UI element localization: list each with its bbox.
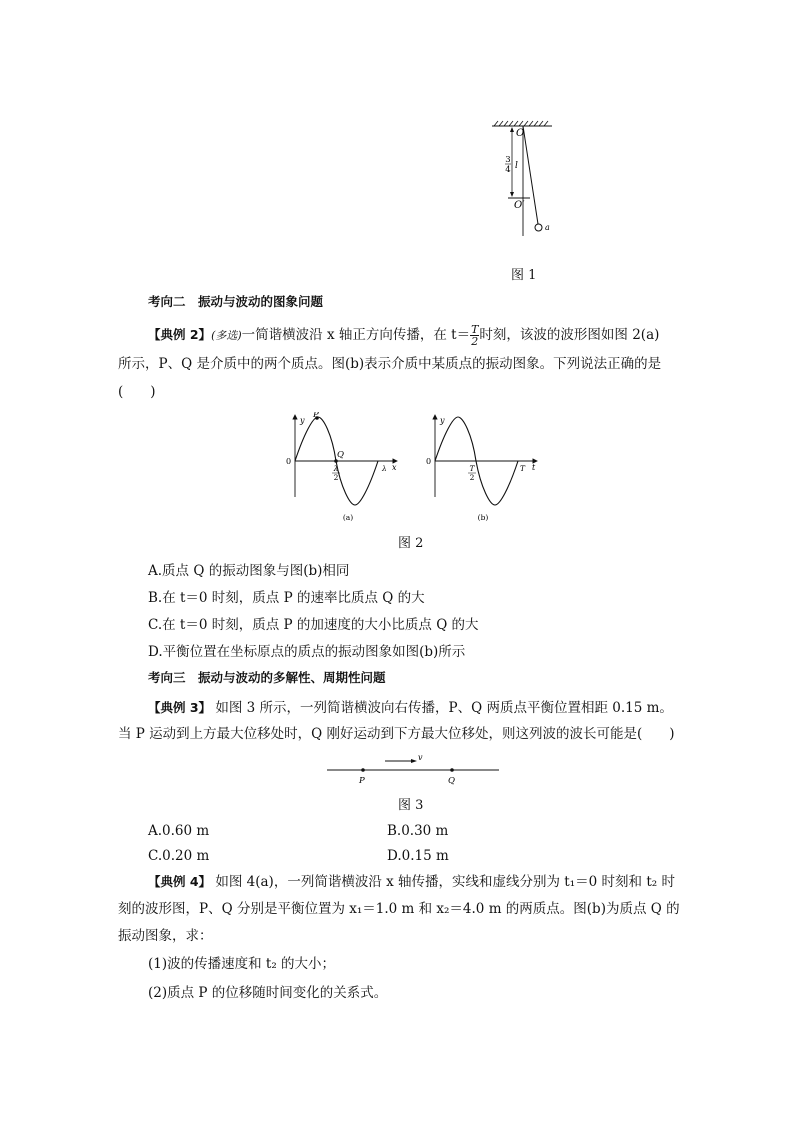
graph-a-p: P (313, 412, 319, 420)
example-2-tag: 【典例 2】 (148, 327, 212, 342)
example-4-question-1: (1)波的传播速度和 t₂ 的大小； (148, 956, 336, 972)
example-4-line-1 (148, 871, 675, 893)
graph-a (286, 412, 397, 522)
example-2-text-a: 一简谐横波沿 x 轴正方向传播，在 t＝ (241, 327, 471, 343)
figure-1-caption: 图 1 (511, 268, 537, 283)
example-4-line-2: 刻的波形图，P、Q 分别是平衡位置为 x₁＝1.0 m 和 x₂＝4.0 m 的两质点。图(b)为质点 Q 的 (118, 901, 680, 917)
example-4-line-3: 振动图象，求： (118, 928, 213, 944)
graph-b-half-den: 2 (469, 473, 475, 482)
example-3-line-1 (148, 697, 673, 719)
figure-2-caption: 图 2 (398, 536, 424, 551)
graph-b-sub: (b) (477, 513, 489, 522)
option-2-c: C.在 t＝0 时刻，质点 P 的加速度的大小比质点 Q 的大 (148, 617, 479, 633)
graph-a-x: x (392, 463, 397, 472)
label-len-var: l (515, 161, 518, 171)
graph-a-half-den: 2 (333, 473, 339, 482)
example-4-text: 如图 4(a)，一列简谐横波沿 x 轴传播，实线和虚线分别为 t₁＝0 时刻和 t₂ 时 (215, 874, 675, 890)
fig3-p: P (359, 776, 365, 786)
example-2-line-3: ( ) (118, 384, 156, 400)
label-len-den: 4 (505, 165, 511, 175)
option-3-d: D.0.15 m (387, 848, 449, 864)
graph-b-origin: 0 (426, 457, 432, 466)
label-o-prime: O′ (514, 200, 525, 211)
option-2-b: B.在 t＝0 时刻，质点 P 的速率比质点 Q 的大 (148, 590, 425, 606)
wave-line-diagram (325, 750, 505, 790)
graph-a-q: Q (337, 450, 344, 460)
graph-b-y: y (440, 416, 445, 425)
graph-a-y: y (300, 416, 305, 425)
example-3-line-2: 当 P 运动到上方最大位移处时，Q 刚好运动到下方最大位移处，则这列波的波长可能是( ) (118, 726, 675, 742)
fraction-den: 2 (471, 335, 479, 348)
option-3-a: A.0.60 m (148, 823, 210, 839)
example-4-question-2: (2)质点 P 的位移随时间变化的关系式。 (148, 985, 388, 1001)
pendulum-diagram (480, 118, 580, 243)
fig3-q: Q (448, 776, 455, 786)
example-2-line-2: 所示，P、Q 是介质中的两个质点。图(b)表示介质中某质点的振动图象。下列说法正确的是 (118, 356, 662, 372)
option-3-b: B.0.30 m (387, 823, 449, 839)
figure-2 (280, 412, 550, 527)
graph-b-half-num: T (469, 464, 475, 473)
wave-graphs (280, 412, 550, 527)
option-2-d: D.平衡位置在坐标原点的质点的振动图象如图(b)所示 (148, 644, 466, 660)
graph-a-half-num: λ (333, 464, 339, 473)
graph-a-origin: 0 (286, 457, 292, 466)
graph-b (426, 415, 537, 522)
graph-b-end: T (520, 464, 526, 473)
example-2-text-b: 时刻，该波的波形图如图 2(a) (479, 327, 660, 343)
example-3-text: 如图 3 所示，一列简谐横波向右传播，P、Q 两质点平衡位置相距 0.15 m。 (215, 700, 673, 716)
option-2-a: A.质点 Q 的振动图象与图(b)相同 (148, 563, 350, 579)
figure-3-caption: 图 3 (398, 798, 424, 813)
example-2-multi: (多选) (211, 329, 242, 342)
option-3-c: C.0.20 m (148, 848, 210, 864)
figure-3 (325, 750, 505, 790)
example-4-tag: 【典例 4】 (148, 874, 212, 889)
example-3-tag: 【典例 3】 (148, 700, 212, 715)
graph-a-end: λ (382, 464, 387, 473)
example-2-line-1 (148, 324, 659, 347)
section-3-title: 考向三 振动与波动的多解性、周期性问题 (148, 670, 386, 685)
label-o-top: O (516, 128, 525, 139)
section-2-title: 考向二 振动与波动的图象问题 (148, 294, 324, 309)
figure-1 (480, 118, 580, 243)
graph-b-x: t (532, 463, 536, 472)
label-len-num: 3 (505, 155, 511, 165)
fig3-v: v (418, 753, 423, 762)
label-ball: a (545, 223, 550, 232)
graph-a-sub: (a) (342, 513, 354, 522)
fraction-num: T (471, 323, 479, 336)
